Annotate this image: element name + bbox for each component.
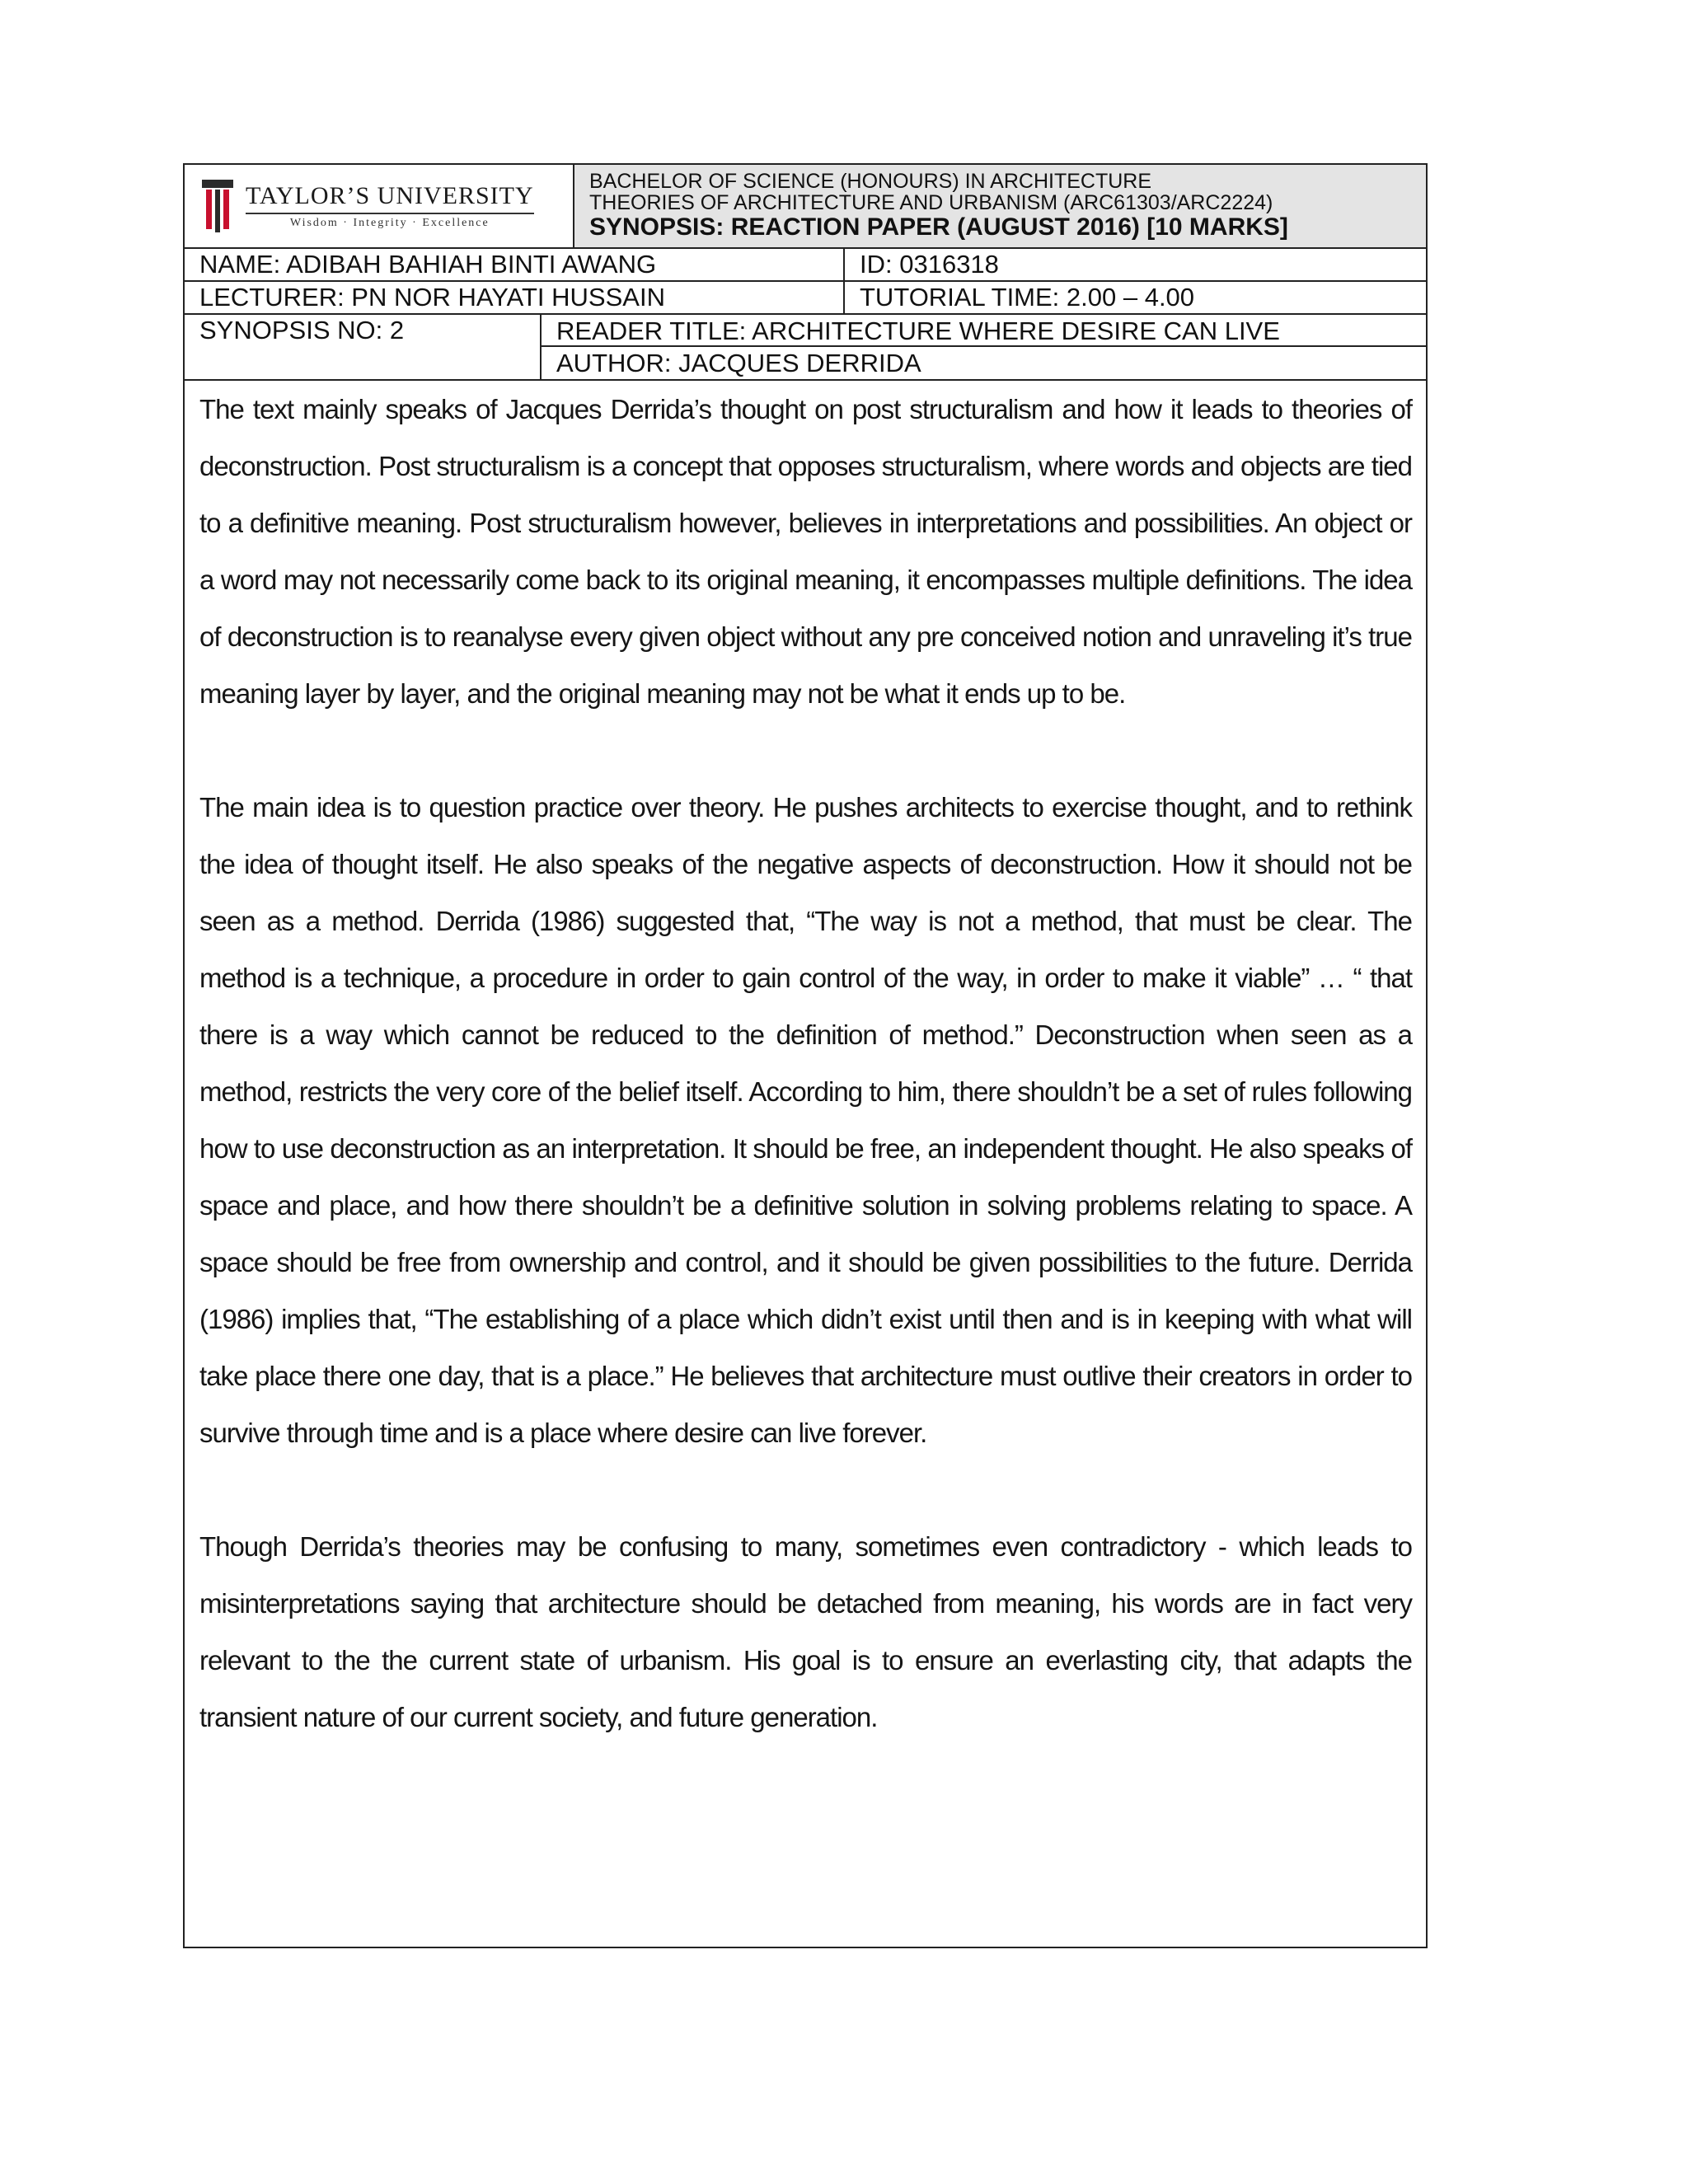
reader-title: READER TITLE: ARCHITECTURE WHERE DESIRE CAN LIVE bbox=[542, 315, 1426, 347]
student-name: NAME: ADIBAH BAHIAH BINTI AWANG bbox=[185, 249, 845, 280]
synopsis-row bbox=[185, 315, 1426, 381]
reader-details bbox=[542, 315, 1426, 379]
module-name: THEORIES OF ARCHITECTURE AND URBANISM (ARC61303/ARC2224) bbox=[589, 191, 1273, 214]
university-wordmark bbox=[246, 183, 534, 230]
synopsis-form bbox=[183, 163, 1428, 1948]
university-motto: Wisdom · Integrity · Excellence bbox=[289, 216, 490, 229]
synopsis-body bbox=[185, 381, 1426, 1746]
body-paragraph-3: Though Derrida’s theories may be confusing to many, sometimes even contradictory - which leads to misinterpretations saying that architecture should be detached from meaning, his words are in fact very relevant to the the current state of urbanism. His goal is to ensure an everlasting city, that adapts the transient nature of our current society, and future generation. bbox=[199, 1531, 1412, 1732]
lecturer-row bbox=[185, 282, 1426, 315]
wordmark-divider bbox=[246, 213, 534, 214]
programme-name: BACHELOR OF SCIENCE (HONOURS) IN ARCHITECTURE bbox=[589, 170, 1152, 193]
body-paragraph-2: The main idea is to question practice over theory. He pushes architects to exercise thought, and to rethink the idea of thought itself. He also speaks of the negative aspects of deconstruction. How it should not be seen as a method. Derrida (1986) suggested that, “The way is not a method, that must be clear. The method is a technique, a procedure in order to gain control of the way, in order to make it viable” … “ that there is a way which cannot be reduced to the definition of method.” Deconstruction when seen as a method, restricts the very core of the belief itself. According to him, there shouldn’t be a set of rules following how to use deconstruction as an interpretation. It should be free, an independent thought. He also speaks of space and place, and how there shouldn’t be a definitive solution in solving problems relating to space. A space should be free from ownership and control, and it should be given possibilities to the future. Derrida (1986) implies that, “The establishing of a place which didn’t exist until then and is in keeping with what will take place there one day, that is a place.” He believes that architecture must outlive their creators in order to survive through time and is a place where desire can live forever. bbox=[199, 792, 1412, 1448]
tutorial-time: TUTORIAL TIME: 2.00 – 4.00 bbox=[860, 283, 1195, 312]
body-paragraph-1: The text mainly speaks of Jacques Derrida’s thought on post structuralism and how it leads to theories of deconstruction. Post structuralism is a concept that opposes structuralism, where words and objects are tied to a definitive meaning. Post structuralism however, believes in interpretations and possibilities. An object or a word may not necessarily come back to its original meaning, it encompasses multiple definitions. The idea of deconstruction is to reanalyse every given object without any pre conceived notion and unraveling it’s true meaning layer by layer, and the original meaning may not be what it ends up to be. bbox=[199, 394, 1412, 709]
student-row bbox=[185, 249, 1426, 282]
assignment-title: SYNOPSIS: REACTION PAPER (AUGUST 2016) [10 MARKS] bbox=[589, 213, 1288, 241]
university-logo bbox=[185, 165, 574, 247]
university-crest-icon bbox=[201, 178, 234, 234]
university-name: TAYLOR’S UNIVERSITY bbox=[246, 181, 534, 209]
synopsis-number: SYNOPSIS NO: 2 bbox=[185, 315, 542, 379]
student-id: ID: 0316318 bbox=[860, 250, 999, 279]
form-header bbox=[185, 165, 1426, 249]
lecturer-name: LECTURER: PN NOR HAYATI HUSSAIN bbox=[185, 282, 845, 313]
course-info bbox=[574, 165, 1426, 247]
reader-author: AUTHOR: JACQUES DERRIDA bbox=[556, 349, 921, 377]
